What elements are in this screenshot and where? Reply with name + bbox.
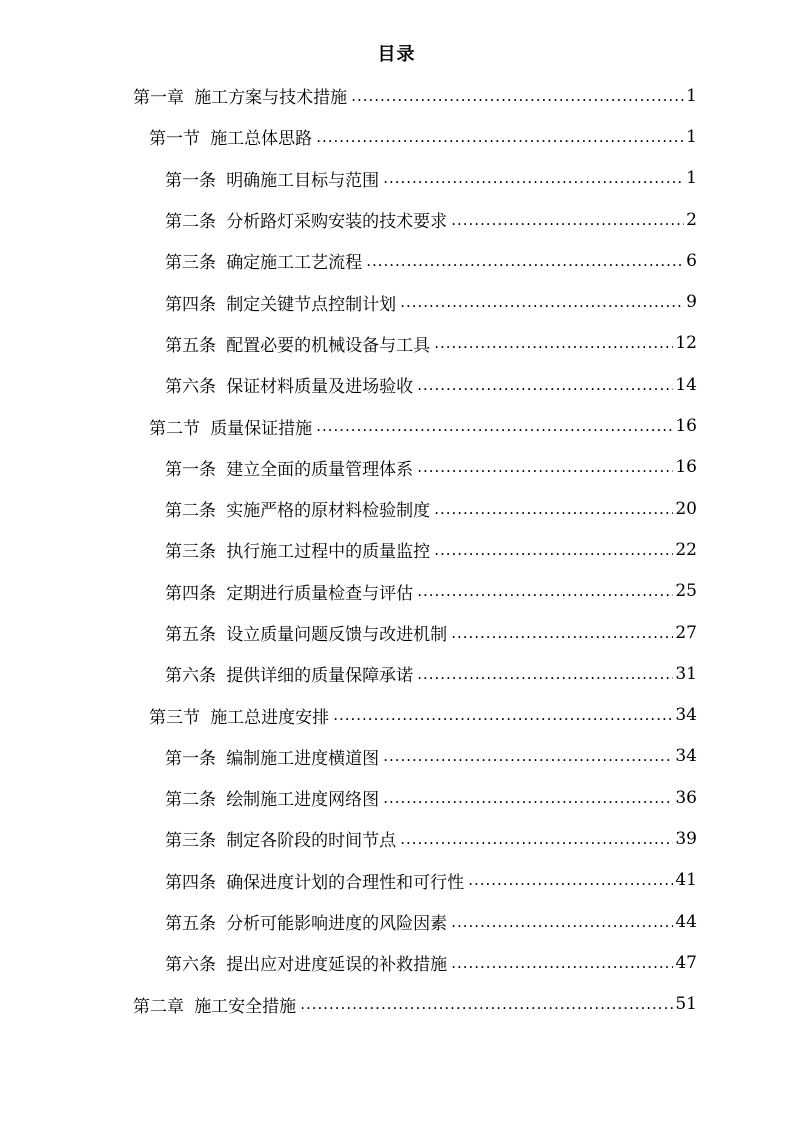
toc-dot-leader	[417, 376, 673, 394]
toc-dot-leader	[468, 871, 673, 889]
toc-entry-title: 提供详细的质量保障承诺	[226, 666, 414, 687]
toc-entry-number: 第二条	[165, 212, 216, 233]
toc-entry-title: 施工总体思路	[210, 129, 313, 150]
toc-entry-title: 绘制施工进度网络图	[226, 790, 380, 811]
toc-page-number: 16	[675, 416, 697, 437]
toc-entry[interactable]	[0, 447, 793, 488]
toc-entry-title: 执行施工过程中的质量监控	[226, 542, 431, 563]
toc-entry-title: 施工安全措施	[194, 996, 297, 1017]
toc-entry-label	[165, 579, 413, 604]
toc-entry-title: 保证材料质量及进场验收	[226, 377, 414, 398]
toc-entry-number: 第五条	[165, 625, 216, 645]
toc-entry-title: 制定各阶段的时间节点	[226, 831, 397, 852]
toc-dot-leader	[451, 624, 673, 642]
toc-entry[interactable]	[0, 653, 793, 694]
toc-entry-label	[165, 290, 396, 315]
toc-entry-label	[165, 496, 430, 521]
toc-dot-leader	[451, 211, 684, 229]
toc-entry-label	[165, 826, 396, 851]
toc-entry-label	[133, 83, 347, 108]
toc-entry-label	[165, 331, 430, 356]
toc-entry-title: 确保进度计划的合理性和可行性	[226, 872, 465, 893]
toc-entry-title: 施工总进度安排	[210, 707, 330, 728]
toc-entry-title: 建立全面的质量管理体系	[226, 459, 414, 480]
toc-entry-label	[165, 166, 379, 191]
toc-page-number: 14	[675, 374, 697, 395]
toc-page-number: 34	[675, 746, 697, 767]
toc-entry[interactable]	[0, 901, 793, 942]
toc-dot-leader	[451, 954, 673, 972]
toc-dot-leader	[417, 665, 673, 683]
toc-entry-label	[149, 124, 312, 149]
toc-entry[interactable]	[0, 405, 793, 446]
toc-entry-label	[149, 703, 329, 728]
toc-dot-leader	[316, 417, 673, 435]
toc-dot-leader	[400, 830, 673, 848]
toc-entry-title: 施工方案与技术措施	[194, 88, 348, 109]
toc-entry[interactable]	[0, 364, 793, 405]
toc-entry-number: 第四条	[165, 294, 216, 315]
toc-entry-number: 第三节	[149, 707, 200, 728]
toc-dot-leader	[366, 252, 684, 270]
toc-entry-title: 提出应对进度延误的补救措施	[226, 955, 448, 976]
toc-page-number: 34	[675, 705, 697, 726]
toc-dot-leader	[400, 293, 684, 311]
toc-entry[interactable]	[0, 240, 793, 281]
toc-entry-number: 第三条	[165, 253, 216, 274]
toc-dot-leader	[333, 706, 673, 724]
toc-entry[interactable]	[0, 612, 793, 653]
toc-page-number: 51	[675, 994, 697, 1015]
toc-entry-title: 分析可能影响进度的风险因素	[226, 914, 448, 935]
toc-dot-leader	[383, 747, 673, 765]
toc-page-number: 27	[675, 622, 697, 643]
toc-dot-leader	[434, 541, 673, 559]
toc-entry-title: 确定施工工艺流程	[226, 253, 363, 274]
toc-page-number: 16	[675, 457, 697, 478]
toc-entry-number: 第一条	[165, 459, 216, 480]
toc-page-number: 47	[675, 952, 697, 973]
toc-entry-number: 第二章	[133, 996, 184, 1017]
toc-page-number: 41	[675, 870, 697, 891]
toc-entry[interactable]	[0, 694, 793, 735]
toc-entry-number: 第三条	[165, 542, 216, 563]
toc-page-number: 12	[675, 333, 697, 354]
toc-page-number: 1	[686, 168, 697, 189]
toc-entry-label	[165, 744, 379, 769]
toc-entry-number: 第四条	[165, 872, 216, 893]
toc-entry-number: 第二节	[149, 418, 200, 439]
toc-entry-label	[165, 620, 447, 645]
toc-entry[interactable]	[0, 199, 793, 240]
toc-entry-label	[165, 909, 447, 934]
toc-entry-label	[165, 372, 413, 397]
toc-entry-number: 第一章	[133, 88, 184, 109]
toc-dot-leader	[434, 334, 673, 352]
toc-entry-number: 第四条	[165, 583, 216, 604]
toc-page-number: 1	[686, 85, 697, 106]
toc-entry-label	[165, 248, 362, 273]
toc-entry[interactable]	[0, 736, 793, 777]
toc-entry[interactable]	[0, 281, 793, 322]
toc-entry-title: 编制施工进度横道图	[226, 748, 380, 769]
toc-page-number: 31	[675, 663, 697, 684]
toc-entry-label	[165, 950, 447, 975]
toc-entry[interactable]	[0, 984, 793, 1025]
toc-entry-number: 第二条	[165, 790, 216, 811]
toc-entry-number: 第一节	[149, 129, 200, 150]
toc-entry-number: 第六条	[165, 955, 216, 976]
toc-entry-number: 第六条	[165, 377, 216, 398]
toc-entry-label	[165, 868, 464, 893]
toc-page-number: 39	[675, 828, 697, 849]
toc-list	[0, 75, 793, 1025]
toc-entry-title: 制定关键节点控制计划	[226, 294, 397, 315]
toc-entry-title: 定期进行质量检查与评估	[226, 583, 414, 604]
toc-entry-label	[133, 992, 296, 1017]
toc-dot-leader	[351, 87, 684, 105]
toc-entry[interactable]	[0, 75, 793, 116]
toc-title: 目录	[377, 44, 416, 65]
toc-entry-label	[165, 661, 413, 686]
toc-entry-label	[165, 207, 447, 232]
toc-dot-leader	[383, 789, 673, 807]
toc-dot-leader	[451, 913, 673, 931]
toc-entry[interactable]	[0, 158, 793, 199]
toc-entry-number: 第三条	[165, 831, 216, 852]
toc-entry[interactable]	[0, 942, 793, 983]
toc-dot-leader	[417, 458, 673, 476]
toc-entry-number: 第六条	[165, 666, 216, 687]
toc-entry[interactable]	[0, 488, 793, 529]
toc-entry[interactable]	[0, 777, 793, 818]
toc-entry-title: 实施严格的原材料检验制度	[226, 501, 431, 522]
toc-entry-number: 第五条	[165, 335, 216, 356]
toc-entry-number: 第二条	[165, 501, 216, 522]
toc-entry-number: 第一条	[165, 170, 216, 191]
toc-entry[interactable]	[0, 818, 793, 859]
toc-page-number: 9	[686, 292, 697, 313]
toc-dot-leader	[417, 582, 673, 600]
toc-dot-leader	[300, 995, 673, 1013]
toc-entry-title: 配置必要的机械设备与工具	[226, 335, 431, 356]
toc-dot-leader	[316, 128, 684, 146]
toc-entry-title: 明确施工目标与范围	[226, 170, 380, 191]
toc-page-number: 20	[675, 498, 697, 519]
toc-entry-title: 分析路灯采购安装的技术要求	[226, 212, 448, 233]
toc-entry-number: 第五条	[165, 914, 216, 935]
toc-entry-number: 第一条	[165, 748, 216, 769]
toc-page-number: 25	[675, 581, 697, 602]
toc-entry-label	[149, 414, 312, 439]
toc-entry-title: 质量保证措施	[210, 418, 313, 439]
toc-page-number: 44	[675, 911, 697, 932]
toc-entry-label	[165, 785, 379, 810]
toc-dot-leader	[434, 500, 673, 518]
toc-page-number: 36	[675, 787, 697, 808]
toc-entry-label	[165, 537, 430, 562]
toc-page-number: 22	[675, 539, 697, 560]
toc-entry[interactable]	[0, 116, 793, 157]
toc-entry-label	[165, 455, 413, 480]
toc-page-number: 1	[686, 126, 697, 147]
toc-dot-leader	[383, 169, 684, 187]
toc-entry-title: 设立质量问题反馈与改进机制	[226, 625, 448, 645]
toc-page-number: 2	[686, 209, 697, 230]
toc-entry[interactable]	[0, 571, 793, 612]
toc-entry[interactable]	[0, 860, 793, 901]
toc-entry[interactable]	[0, 323, 793, 364]
toc-page-number: 6	[686, 250, 697, 271]
toc-entry[interactable]	[0, 529, 793, 570]
